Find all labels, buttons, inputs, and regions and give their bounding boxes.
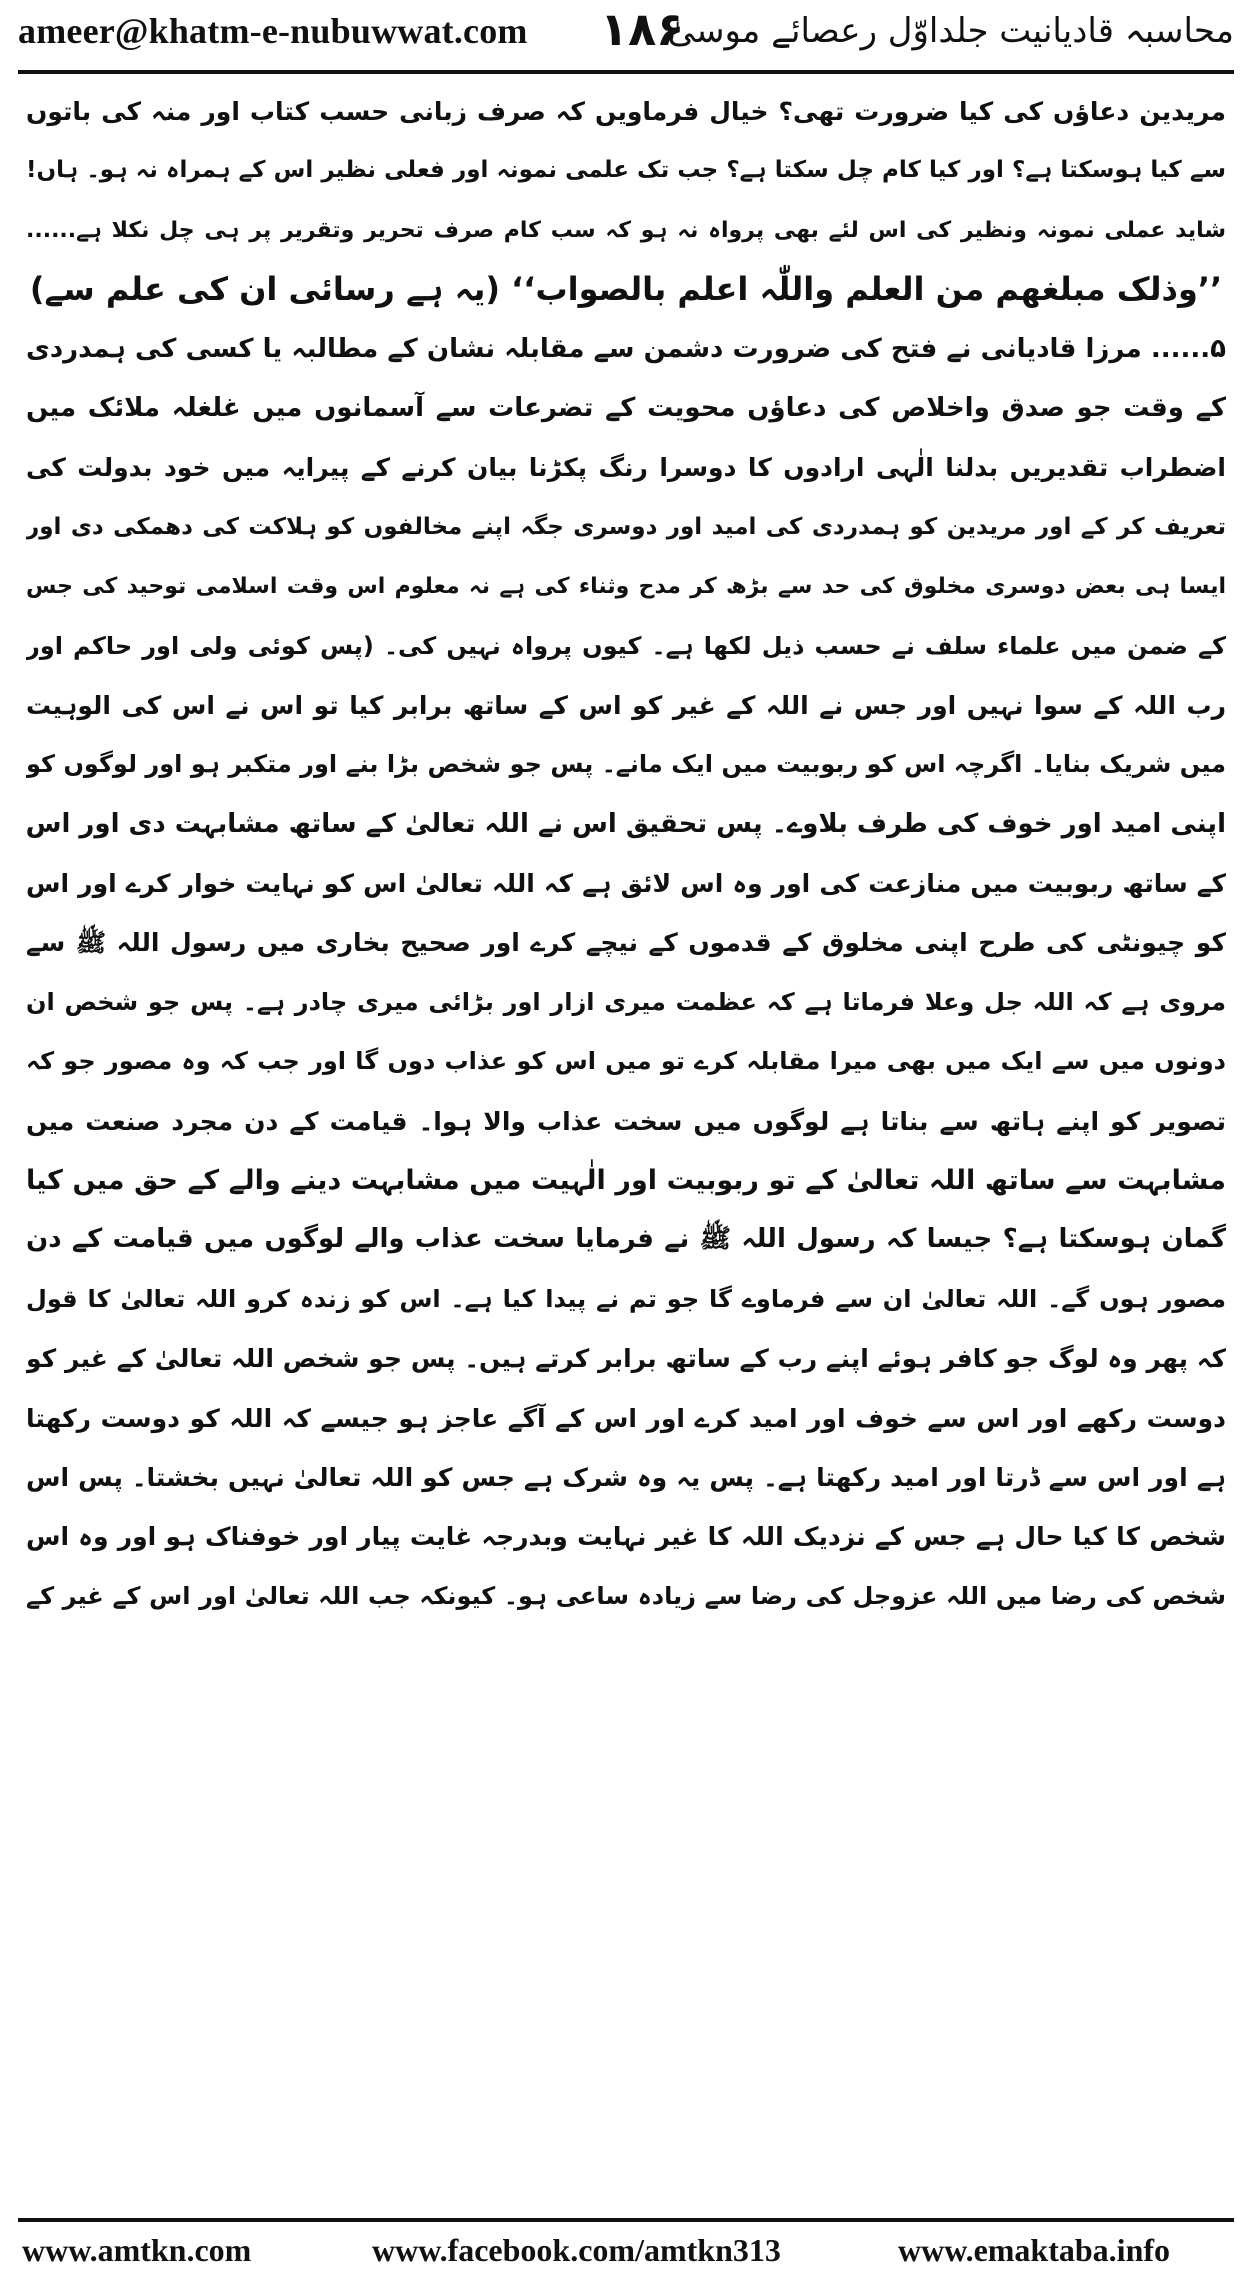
body-line-19: مشابہت سے ساتھ اللہ تعالیٰ کے تو ربوبیت اور الٰہیت میں مشابہت دینے والے کے حق میں کیا — [26, 1165, 1226, 1197]
body-line-9: ایسا ہی بعض دوسری مخلوق کی حد سے بڑھ کر مدح وثناء کی ہے نہ معلوم اس وقت اسلامی توحید کی جس — [26, 574, 1226, 600]
header-email: ameer@khatm-e-nubuwwat.com — [18, 11, 528, 51]
footer-link-amtkn[interactable]: www.amtkn.com — [22, 2232, 252, 2268]
body-line-1: مریدین دعاؤں کی کیا ضرورت تھی؟ خیال فرماویں کہ صرف زبانی حسب کتاب اور منہ کی باتوں — [26, 97, 1226, 126]
body-line-17: دونوں میں سے ایک میں بھی میرا مقابلہ کرے تو میں اس کو عذاب دوں گا اور جب کہ وہ مصور جو کہ — [26, 1047, 1226, 1076]
book-title: محاسبہ قادیانیت جلداوّل رعصائے موسیٰ — [667, 11, 1234, 51]
body-line-3: شاید عملی نمونہ ونظیر کی اس لئے بھی پرواہ نہ ہو کہ سب کام صرف تحریر وتقریر پر ہی چل نکلا ہے...... — [26, 217, 1226, 243]
page-number: ۱۸۶ — [600, 2, 685, 56]
body-line-21: مصور ہوں گے۔ اللہ تعالیٰ ان سے فرماوے گا جو تم نے پیدا کیا ہے۔ اس کو زندہ کرو اللہ تعالیٰ کا قول — [26, 1284, 1226, 1313]
body-line-5: ۵...... مرزا قادیانی نے فتح کی ضرورت دشمن سے مقابلہ نشان کے مطالبہ یا کسی کی ہمدردی — [26, 333, 1226, 364]
body-line-26: شخص کی رضا میں اللہ عزوجل کی رضا سے زیادہ ساعی ہو۔ کیونکہ جب اللہ تعالیٰ اور اس کے غیر کے — [26, 1581, 1226, 1610]
footer-rule — [18, 2218, 1234, 2222]
body-line-23: دوست رکھے اور اس سے خوف اور امید کرے اور اس کے آگے عاجز ہو جیسے کہ اللہ کو دوست رکھتا — [26, 1403, 1226, 1433]
body-line-18: تصویر کو اپنے ہاتھ سے بناتا ہے لوگوں میں سخت عذاب والا ہوا۔ قیامت کے دن مجرد صنعت میں — [26, 1106, 1226, 1136]
body-line-6: کے وقت جو صدق واخلاص کی دعاؤں محویت کے تضرعات سے آسمانوں میں غلغلہ ملائک میں — [26, 392, 1226, 423]
body-line-8: تعریف کر کے اور مریدین کو ہمدردی کی امید اور دوسری جگہ اپنے مخالفوں کو ہلاکت کی دھمکی دی اور — [26, 513, 1226, 540]
page-body — [26, 82, 1226, 1626]
body-line-15: کو چیونٹی کی طرح اپنی مخلوق کے قدموں کے نیچے کرے اور صحیح بخاری میں رسول اللہ ﷺ سے — [26, 928, 1226, 958]
page-footer — [0, 2228, 1252, 2276]
body-line-24: ہے اور اس سے ڈرتا اور امید رکھتا ہے۔ پس یہ وہ شرک ہے جس کو اللہ تعالیٰ نہیں بخشتا۔ پس اس — [26, 1462, 1226, 1492]
body-line-25: شخص کا کیا حال ہے جس کے نزدیک اللہ کا غیر نہایت وبدرجہ غایت پیار اور خوفناک ہو اور وہ اس — [26, 1522, 1226, 1552]
arabic-quote-line: ’’وذلک مبلغهم من العلم واللّٰہ اعلم بالصواب‘‘ (یہ ہے رسائی ان کی علم سے) — [29, 270, 1223, 309]
footer-link-facebook[interactable]: www.facebook.com/amtkn313 — [372, 2232, 781, 2268]
body-line-12: میں شریک بنایا۔ اگرچہ اس کو ربوبیت میں ایک مانے۔ پس جو شخص بڑا بنے اور متکبر ہو اور لوگوں کو — [26, 750, 1226, 779]
body-line-7: اضطراب تقدیریں بدلنا الٰہی ارادوں کا دوسرا رنگ پکڑنا بیان کرنے کے پیرایہ میں خود بدولت کی — [26, 453, 1226, 483]
body-line-10: کے ضمن میں علماء سلف نے حسب ذیل لکھا ہے۔ کیوں پرواہ نہیں کی۔ (پس کوئی ولی اور حاکم اور — [26, 631, 1226, 660]
body-line-2: سے کیا ہوسکتا ہے؟ اور کیا کام چل سکتا ہے؟ جب تک علمی نمونہ اور فعلی نظیر اس کے ہمراہ نہ ہو۔ ہاں! — [26, 157, 1226, 184]
footer-link-emaktaba[interactable]: www.emaktaba.info — [898, 2232, 1171, 2268]
body-line-20: گمان ہوسکتا ہے؟ جیسا کہ رسول اللہ ﷺ نے فرمایا سخت عذاب والے لوگوں میں قیامت کے دن — [26, 1224, 1226, 1255]
page-header — [0, 0, 1252, 64]
body-line-22: کہ پھر وہ لوگ جو کافر ہوئے اپنے رب کے ساتھ برابر کرتے ہیں۔ پس جو شخص اللہ تعالیٰ کے غیر کو — [26, 1344, 1226, 1374]
body-line-16: مروی ہے کہ اللہ جل وعلا فرماتا ہے کہ عظمت میری ازار اور بڑائی میری چادر ہے۔ پس جو شخص ان — [26, 987, 1226, 1016]
body-line-11: رب اللہ کے سوا نہیں اور جس نے اللہ کے غیر کو اس کے ساتھ برابر کیا تو اس نے اس کی الوہیت — [26, 690, 1226, 720]
body-line-14: کے ساتھ ربوبیت میں منازعت کی اور وہ اس لائق ہے کہ اللہ تعالیٰ اس کو نہایت خوار کرے اور اس — [26, 869, 1226, 899]
body-line-13: اپنی امید اور خوف کی طرف بلاوے۔ پس تحقیق اس نے اللہ تعالیٰ کے ساتھ مشابہت دی اور اس — [26, 808, 1226, 839]
header-rule — [18, 70, 1234, 74]
